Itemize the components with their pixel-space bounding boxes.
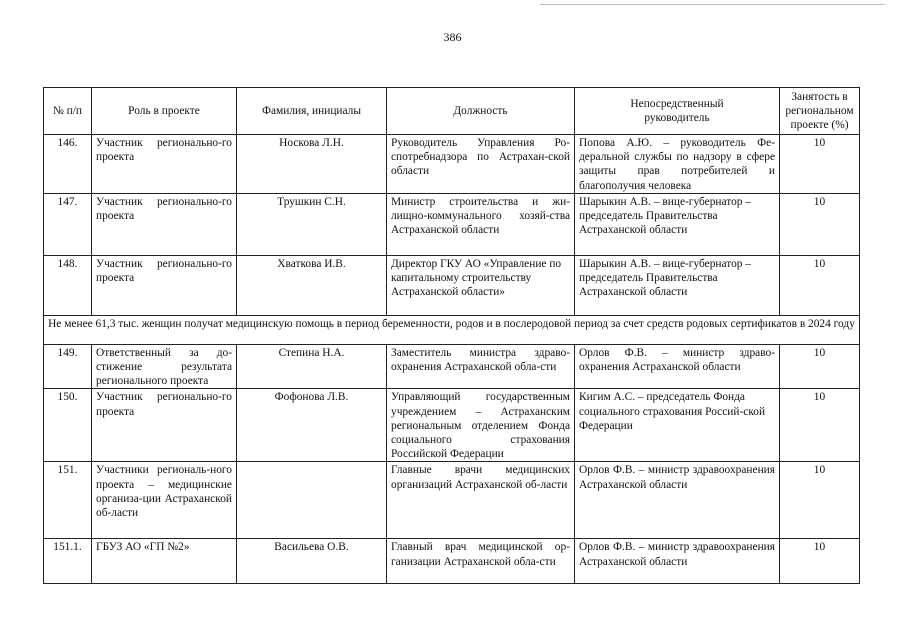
cell-supervisor: Попова А.Ю. – руководитель Фе-деральной службы по надзору в сфере защиты прав потребителей и благополучия человека [575, 135, 780, 194]
cell-position: Управляющий государственным учреждением – Астраханским региональным отделением Фонда социального страхования Российской Федерации [387, 389, 575, 462]
cell-supervisor: Кигим А.С. – председатель Фонда социального страхования Россий-ской Федерации [575, 389, 780, 462]
header-supervisor: Непосредственный руководитель [575, 88, 780, 135]
cell-position: Заместитель министра здраво-охранения Астраханской обла-сти [387, 344, 575, 389]
cell-load: 10 [780, 389, 860, 462]
table-row [44, 389, 860, 462]
cell-name: Степина Н.А. [237, 344, 387, 389]
cell-supervisor: Орлов Ф.В. – министр здравоохранения Астраханской области [575, 462, 780, 539]
cell-load: 10 [780, 135, 860, 194]
cell-num: 151.1. [44, 539, 92, 584]
cell-num: 148. [44, 255, 92, 315]
header-position: Должность [387, 88, 575, 135]
table-row [44, 462, 860, 539]
table-row [44, 344, 860, 389]
roles-table [43, 87, 860, 584]
cell-load: 10 [780, 255, 860, 315]
header-role: Роль в проекте [92, 88, 237, 135]
cell-num: 147. [44, 193, 92, 255]
cell-role: ГБУЗ АО «ГП №2» [92, 539, 237, 584]
header-name: Фамилия, инициалы [237, 88, 387, 135]
cell-supervisor: Шарыкин А.В. – вице-губернатор – председатель Правительства Астраханской области [575, 255, 780, 315]
cell-role: Ответственный за до-стижение результата регионального проекта [92, 344, 237, 389]
cell-position: Главный врач медицинской ор-ганизации Астраханской обла-сти [387, 539, 575, 584]
table-row [44, 255, 860, 315]
cell-role: Участник регионально-го проекта [92, 135, 237, 194]
cell-num: 151. [44, 462, 92, 539]
table-row [44, 193, 860, 255]
cell-role: Участник регионально-го проекта [92, 389, 237, 462]
cell-position: Главные врачи медицинских организаций Астраханской об-ласти [387, 462, 575, 539]
page-number: 386 [443, 30, 462, 44]
cell-role: Участник регионально-го проекта [92, 193, 237, 255]
cell-supervisor: Орлов Ф.В. – министр здравоохранения Астраханской области [575, 539, 780, 584]
cell-num: 146. [44, 135, 92, 194]
section-row [44, 315, 860, 344]
cell-load: 10 [780, 462, 860, 539]
cell-position: Руководитель Управления Ро-спотребнадзора по Астрахан-ской области [387, 135, 575, 194]
cell-name: Трушкин С.Н. [237, 193, 387, 255]
cell-position: Директор ГКУ АО «Управление по капитальному строительству Астраханской области» [387, 255, 575, 315]
cell-role: Участники региональ-ного проекта – медицинские организа-ции Астраханской об-ласти [92, 462, 237, 539]
cell-name [237, 462, 387, 539]
cell-load: 10 [780, 344, 860, 389]
cell-supervisor: Орлов Ф.В. – министр здраво-охранения Астраханской области [575, 344, 780, 389]
cell-name: Хваткова И.В. [237, 255, 387, 315]
cell-role: Участник регионально-го проекта [92, 255, 237, 315]
cell-supervisor: Шарыкин А.В. – вице-губернатор – председатель Правительства Астраханской области [575, 193, 780, 255]
cell-load: 10 [780, 539, 860, 584]
header-load: Занятость в региональном проекте (%) [780, 88, 860, 135]
cell-position: Министр строительства и жи-лищно-коммунального хозяй-ства Астраханской области [387, 193, 575, 255]
cell-num: 149. [44, 344, 92, 389]
cell-name: Носкова Л.Н. [237, 135, 387, 194]
cell-name: Фофонова Л.В. [237, 389, 387, 462]
top-rule [540, 4, 885, 5]
table-row [44, 539, 860, 584]
section-heading: Не менее 61,3 тыс. женщин получат медицинскую помощь в период беременности, родов и в послеродовой период за счет средств родовых сертификатов в 2024 году [44, 315, 860, 344]
cell-name: Васильева О.В. [237, 539, 387, 584]
header-num: № п/п [44, 88, 92, 135]
table-row [44, 135, 860, 194]
table-header-row [44, 88, 860, 135]
cell-num: 150. [44, 389, 92, 462]
cell-load: 10 [780, 193, 860, 255]
